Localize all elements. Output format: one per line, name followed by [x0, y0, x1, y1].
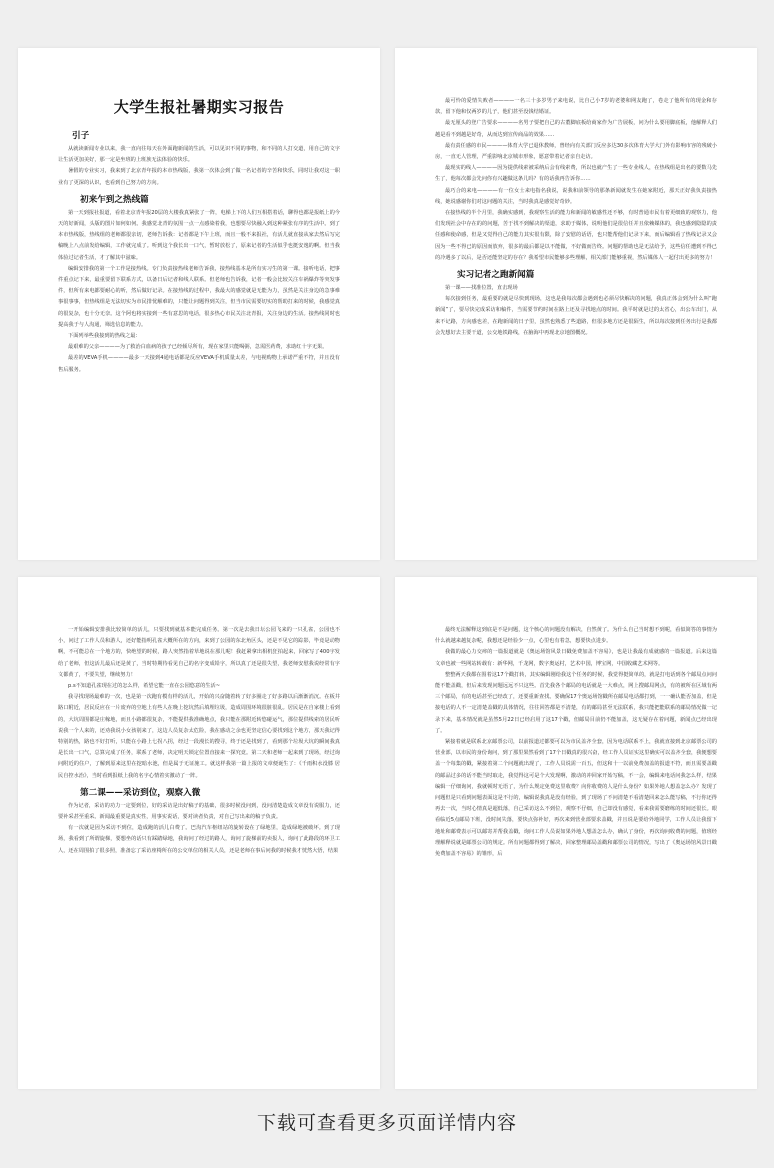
- paragraph: 最终无法解释这到底是不是问题，这个核心的问题没有解决，自然黄了。为什么自己当时想不到呢，看似简答的事情为什么就越来越复杂呢，我想还是经验少一点，心里也有着急，想要快点进步。: [435, 627, 717, 645]
- paragraph: 最现实的线人————因为提供线索被采纳后会有线索费，所以也就产生了一些专业线人，在热线组是出名的要数马先生了，他每次都会先问你有兴趣做这条儿吗？有的话我再告诉你……: [435, 165, 717, 183]
- paragraph: 我做的最心力交瘁的一篇报道就是《奥运场馆风景日戳免费加盖不容易》，也是让我最有成就感的一篇报道。后来这篇文章也被一些网站转载有：新华网，千龙网，数字奥运村，艺术中国，博宝网，中国收藏艺术网等。: [435, 649, 717, 667]
- paragraph: 下面列举些我接到的热线之最：: [68, 333, 141, 340]
- paragraph: 第一课——找准位置，直击现场: [445, 285, 518, 292]
- section-heading: 实习记者之跑新闻篇: [457, 270, 535, 281]
- paragraph: 最巧合的来电————有一位女士来电指名我说，说我和前领导的那条新闻就发生在她家附近，那天正好我负责接热线，她说感谢你们对这问题的关注，当时我真是感觉好奇妙。: [435, 187, 717, 205]
- document-page-1: [18, 48, 380, 560]
- paragraph: 最无厘头的登广告要求————名男子要把自己的古董脚底板给商家作为广告展板，问为什么要用脚底板，他解释人们越是看不到越是好奇，从而达到宣传商品的效果……: [435, 120, 717, 138]
- paragraph: 第一天到报社报道，看着北京青年报20层的大楼我真紧张了一阵，电梯上下的人们互相搭着话，聊得也都是报纸上的今天的好新闻，头版的图片如何如何。我感觉北青的氛围一点一点感染着我，也想要尽快融入到这种紧张有序的生活中。到了本市热线版，热线组的老师都很亲切，老师告诉我：记者都是下午上班，而且一般不来报社，有活儿就直接从家去然后写完稿晚上八点前发给编辑，工作就完成了。听到这个我长出一口气，暂时放松了，原来记者的生活似乎也挺安逸的啊。但当我体验过记者生活，才了解其中滋味。: [58, 209, 340, 261]
- paragraph: 暑假的专业实习，我来到了北京青年报的本市热线版，我第一次体会到了做一名记者的辛苦和快乐，同时让我对这一职业有了更深的认识，也看到自己努力的方向。: [58, 168, 340, 186]
- paragraph: 每次接到任务，最重要的就是尽快到现场，这也是我每次都会遇到也必须尽快解决的问题，我真正体会到为什么叫“跑新闻”了，要尽快完成采访和稿件，当需要节约时间在路上还及寻找地点的时间。我平时就是过的太省心，出公车出门，从来不记路，方向感也差，在跑新闻的日子里，虽然也熟悉了些道路，但很多地方还是很陌生，所以每次接到任务出行是我都会先想好去主要干道，公交地铁路线，在脑海中再现北京地图概况。: [435, 296, 717, 336]
- page-content: [58, 577, 340, 857]
- section-heading: 引子: [72, 131, 90, 141]
- document-page-3: [18, 577, 380, 1089]
- paragraph: 一开始编辑安排我比较简单的活儿，只要找到就基本能完成任务。第一次是去我日坛公园飞来的一只孔雀，公园也不小，问过了工作人员和游人，还好能指明孔雀大概所在的方向，来到了公园的东北角区头，还是不见它的踪影，毕竟是动物啊，不可能总在一个地方的，快绝望的时候，路人突然指着草地说在那儿呢！我赶紧拿出相机狂拍起来，回家写了400字发给了老师，但这活儿最后还是黄了，当时特期待看见自己的名字变成铅字，所以真了还是很失望，我老师安慰我说经常有字文都黄了，不要失望，继续努力！: [58, 627, 340, 678]
- page-content: [58, 96, 340, 376]
- section-heading: 初来乍到之热线篇: [80, 194, 149, 205]
- paragraph: 有一次就是因为采访不到位，造成跑的活儿白费了。巴沟汽车枢纽站的旋转设在了绿地里，造成绿地被破坏。到了现场，我看到了所谓旋梯，要想坐的话只有踩踏绿地，我询问了经过的路人，询问了旋梯前的卖报人，询问了此路段的环卫工人，还在周围拍了很多照，准备忘了采访座椅所在的公交单位的相关人员，还是老师在事后问我的时候我才恍然大悟，结果: [58, 825, 340, 854]
- paragraph: 编辑安排我的第一个工作是接热线。专门负责接热线老师告诉我，接热线基本是所有实习生的第一课。接听电话，把事件重点记下来，最重要留下联系方式，以备日后记者和线人联系。但老师也告诉我，记者一般会比较关注车祸爆炸等突发事件，但所有来电都要耐心的听，然后做好记录。在接热线的过程中，我最大的感觉就是无能为力，虽然是关注身边的急事难事很事事，但热线组是无法切实为市民排忧解难的，只能让问题得到关注，但当市民需要切实的帮助打来的时候，我感觉真的很复杂，也十分无奈。这个阿也将实接到一些有意思的电话，很多热心市民关注北青报，关注身边的生活。接热线同时也提高我于与人沟通，筛选信息的能力。: [58, 265, 340, 328]
- paragraph: 整整两天我都在围着这17个戳打转，其实编辑刚给我这个任务的时候，我觉得挺简单的，就是打电话到各个邮局点问问能不能盖戳，但后来发现问题远远不只这些。首先我各个邮局的电话就是一大难点，网上搜邮局网点，有的被所在区域有两三个邮局，有的电话甚至已经改了，还要重新查找。要确保17个奥运场馆戳所在邮局电话都打到，一一确认能否加盖，但是接电话的人不一定清楚盖戳的具体情况，往往回答都是不清楚，有的邮局甚至无法联系，我只能把能联系的邮局情况做一记录下来，基本情况就是虽然5月22日已经启用了这17个戳，但邮局目前仍不能加盖，这无疑存在着问题，新闻点已经出现了。: [435, 671, 717, 734]
- paragraph: 作为记者，采访的功力一定要到位，好的采访是出好稿子的基础，很多时候没问到，没问清楚造成文章没有说服力，还要补采甚至重采。新闻最重要是真实性，用事实说话，要对读者负责，对自己写出来的稿子负责。: [58, 802, 340, 821]
- document-page-4: [395, 577, 757, 1089]
- paragraph: p.s不知道孔雀现在过的怎么样，希望它能一直在公园悠意的生活~: [68, 683, 221, 690]
- page-content: [435, 577, 717, 860]
- paragraph: 最差的VEVA手机————最多一天接到4通电话都是反应VEVA手机质量太差，与电视购物上承诺严重不符，并且没有售后服务。: [58, 355, 340, 373]
- paragraph: 最可怜的爱情失败者————一名三十多岁男子来电说，比自己小7岁的老婆和网友跑了，卷走了他所有的现金和存款，留下他和仅两岁的儿子，他们甚至没钱结婚证。: [435, 98, 717, 116]
- paragraph: 最有责任感的市民————体育大学已退休教师，曾经向有关部门反应多达30多次体育大学大门外有影响市容的残破小房，一直无人管理，严重影响北京城市形象，愿意带着记者亲自走访。: [435, 142, 717, 161]
- paragraph: 紧接着就是联系北京邮票公司，以前报道过都要可以为市民盖齐全套，因为电话联系不上，我就直接到北京邮票公司的营业部，以市民的身份询问，到了那里果然看到了17个日戳真的很兴奋，经工作人员证实这里确实可以盖齐全套，我便想要盖一个每集的戳，紧接着第二个问题就出现了，工作人员说需一百五，但这和十一以前免费加盖的报道不符，而且需要盖戳的邮品过多的话不能当时取走，我觉得这可是个大发现啊，激动的冲回家开始写稿，不一会，编辑来电话问我怎么样，结果编辑一仔细询问，我就顿时无语了，为什么规定免费这里收费？向你收费的人是什么身份？如果外地人想盖怎么办？发现了问题但是只看到问题表面这是不行的，编辑说我真是没有经验，到了现场了不问清楚不看清楚回来怎么能写稿，不行你还得再去一次，当时心情真是超低落，自己采访这么不到位，观察不仔细，自己却没有感觉，看来我需要磨练的时间还很长。眼看临近5点邮局下班，没时间失落，要快点弥补好，再次来到营业部要求盖戳，并且说是要给外地同学，工作人员让我留下地址和邮费表示可以邮寄并帮我盖戳，询问工作人员说如果外地人想盖怎么办，确认了身份，再次询问收费的问题，值班经理解释说就是邮票公司的规定。所有问题都得到了解决，回家整理邮局盖戳和邮票公司的情况，写出了《奥运场馆风景日戳免费加盖不容易》的雏形，后: [435, 739, 717, 858]
- paragraph: 最艰难的父亲————为了救治白血病的孩子已经倾尽所有，现在家里只能喝粥，急需医药费，求助红十字无果。: [68, 344, 328, 351]
- document-title: 大学生报社暑期实习报告: [113, 98, 285, 116]
- paragraph: 我寻找现场最难的一次，也是第一次跑有模有样的活儿，开始的兴奋随着转了好多圈走了好多路以后渐渐消沉。在板井路口附近，居民反应在一片废弃的空地上有些人在晚上挖坑然后填埋垃圾，造成周围环境很脏很乱。居民是在自家楼上看到的，大坑周围都是庄稼地，而且小路都很复杂，不能提供我准确地点，我只能在那附近转悠碰运气，那位提供线索的居民听说我一个人来的，还劝我说小女孩别来了，这边人员复杂太危险，我在感动之余也更坚定信心要找到这个地方，那天我记得特别的热，路也不好打听，只能在小路上七拐八拐，经过一段漫长的搜寻，终于还是找到了，看到那个垃圾大坑的瞬间我真是长出一口气，总算完成了任务，联系了老师，决定明天锁定位置直接来一探究竟。第二天和老师一起来到了现场，经过询问附近的住户，了解到原来这里在挖暗水池，但是属于无证施工。就这样我第一篇上报的文章便诞生了：《千雨积水没膝 居民自控水治》，当时看到报纸上我的名字心情着实激动了一阵。: [58, 694, 340, 779]
- section-heading: 第二课——采访到位，观察入微: [80, 787, 201, 798]
- paragraph: 在接热线的半个月里，我确实感到，我观察生活的能力和新闻的敏感性还不够，有时普通市民有着更细致的观察力，他们发现社会中存在的的问题，苦于找不到解决的渠道，求助于媒体，说明他们是很信任并且依赖媒体的，我也感到隐隐的责任感和使命感，但是又觉得自己的能力其实很有限，除了安慰的话语，也只能帮他们记录下来，而后编辑看了热线记录又会因为一些不得已的原因而放弃，很多的最后都是以不能做，不好做而告终。问题的帮助也是无法给予，这些信任遭到不得已的冷遇多了以后，是否还能坚定的存在？我希望市民能够多些理解，相关部门能够重视，然后媒体人一起付出更多的努力！: [435, 210, 717, 261]
- page-content: [435, 48, 717, 339]
- paragraph: 从就读新闻专业以来，我一直向往每天在外面跑新闻的生活，可以见识不同的事物，和不同的人打交道，用自己的文字让生活更加美好，那一定是坐班的上班族无法体验的快乐。: [58, 146, 340, 164]
- document-page-2: [395, 48, 757, 560]
- download-more-prompt[interactable]: 下载可查看更多页面详情内容: [256, 1112, 517, 1134]
